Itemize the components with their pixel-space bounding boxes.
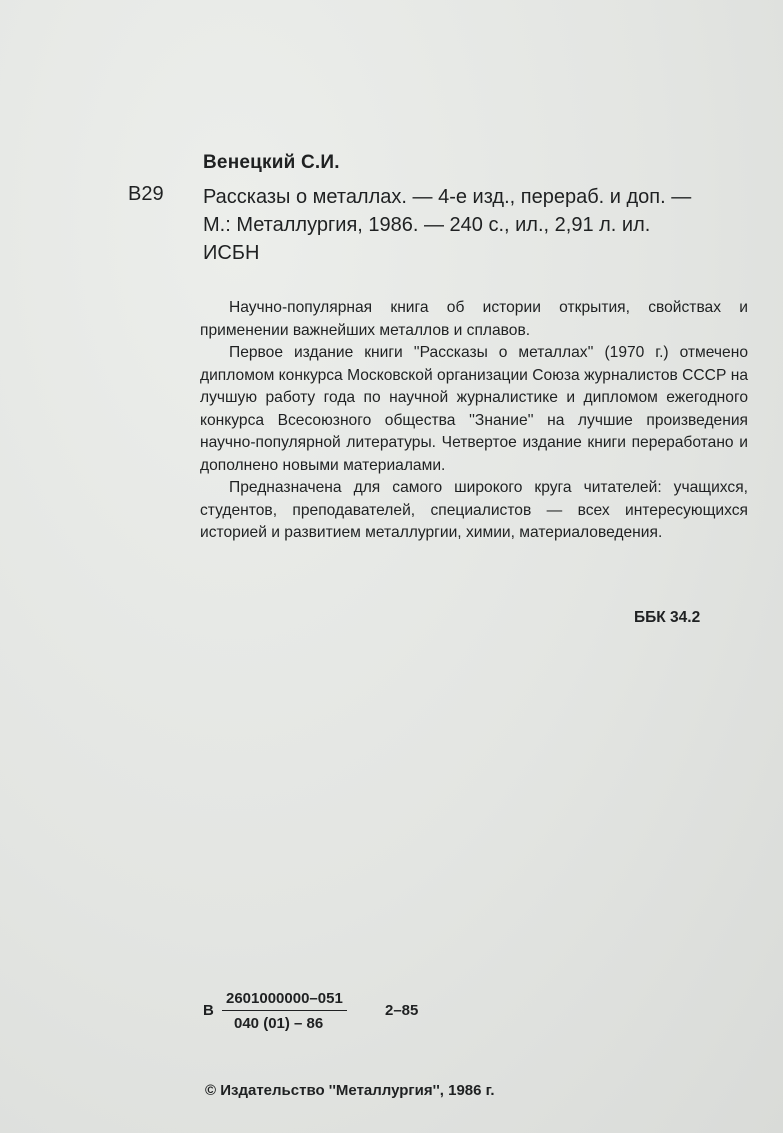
index-numerator: 2601000000–051 [222,990,347,1011]
index-fraction [222,990,347,1032]
bbk-code: ББК 34.2 [634,609,701,626]
abstract-paragraph: Первое издание книги ''Рассказы о металлах'' (1970 г.) отмечено дипломом конкурса Московской организации Союза журналистов СССР на лучшую работу года по научной журналистике и дипломом ежегодного конкурса Всесоюзного общества ''Знание'' на лучшие произведения научно-популярной литературы. Четвертое издание книги переработано и дополнено новыми материалами. [200,344,748,474]
copyright-notice: © Издательство ''Металлургия'', 1986 г. [205,1082,495,1099]
bibliographic-record [203,183,763,267]
title-line: Рассказы о металлах. — 4-е изд., перераб. и доп. — [203,186,692,208]
index-suffix: 2–85 [385,1002,419,1019]
abstract [200,297,748,545]
isbn-label: ИСБН [203,242,260,264]
imprint-line: М.: Металлургия, 1986. — 240 с., ил., 2,91 л. ил. [203,214,651,236]
index-letter: В [203,1002,214,1019]
abstract-paragraph: Предназначена для самого широкого круга читателей: учащихся, студентов, преподавателей, специалистов — всех интересующихся историей и развитием металлургии, химии, материаловедения. [200,479,748,541]
index-denominator: 040 (01) – 86 [234,1015,324,1032]
abstract-paragraph: Научно-популярная книга об истории открытия, свойствах и применении важнейших металлов и сплавов. [200,299,748,339]
classification-code: В29 [128,183,164,205]
author-name: Венецкий С.И. [203,152,340,173]
